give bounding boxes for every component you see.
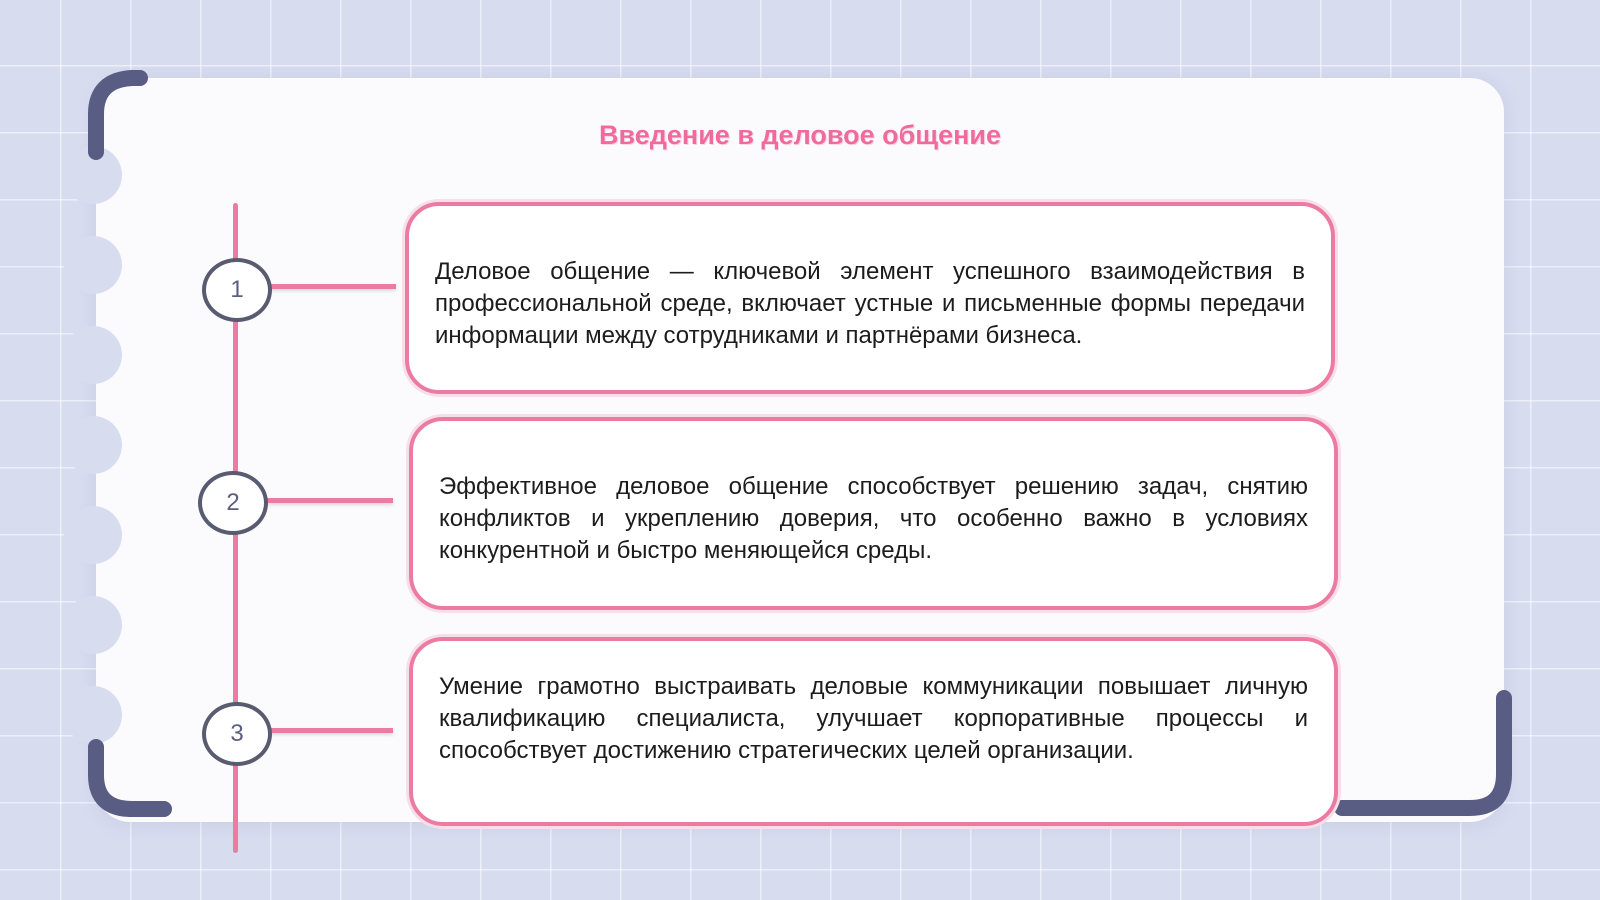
- bottom-right-corner-bracket: [1330, 686, 1520, 836]
- step-box-1: [405, 202, 1335, 394]
- step-box-3: [409, 637, 1338, 826]
- card-notch: [64, 236, 122, 294]
- top-left-corner-bracket: [80, 62, 160, 172]
- step-number-3: 3: [202, 702, 272, 766]
- bottom-left-corner-bracket: [80, 735, 180, 835]
- card-notch: [64, 506, 122, 564]
- connector-line-3: [266, 728, 393, 733]
- step-box-2: [409, 417, 1338, 610]
- card-notch: [64, 416, 122, 474]
- step-text-1: Деловое общение — ключевой элемент успешного взаимодействия в профессиональной среде, включает устные и письменные формы передачи информации между сотрудниками и партнёрами бизнеса.: [435, 258, 1305, 349]
- slide-title: Введение в деловое общение: [598, 120, 1002, 150]
- step-number-2: 2: [198, 471, 268, 535]
- card-notch: [64, 326, 122, 384]
- card-notch: [64, 596, 122, 654]
- step-text-2: Эффективное деловое общение способствует решению задач, снятию конфликтов и укреплению доверия, что особенно важно в условиях конкурентной и быстро меняющейся среды.: [439, 473, 1308, 564]
- connector-line-2: [263, 498, 393, 503]
- connector-line-1: [266, 284, 396, 289]
- step-number-1: 1: [202, 258, 272, 322]
- step-text-3: Умение грамотно выстраивать деловые коммуникации повышает личную квалификацию специалиста, улучшает корпоративные процессы и способствует достижению стратегических целей организации.: [439, 673, 1308, 764]
